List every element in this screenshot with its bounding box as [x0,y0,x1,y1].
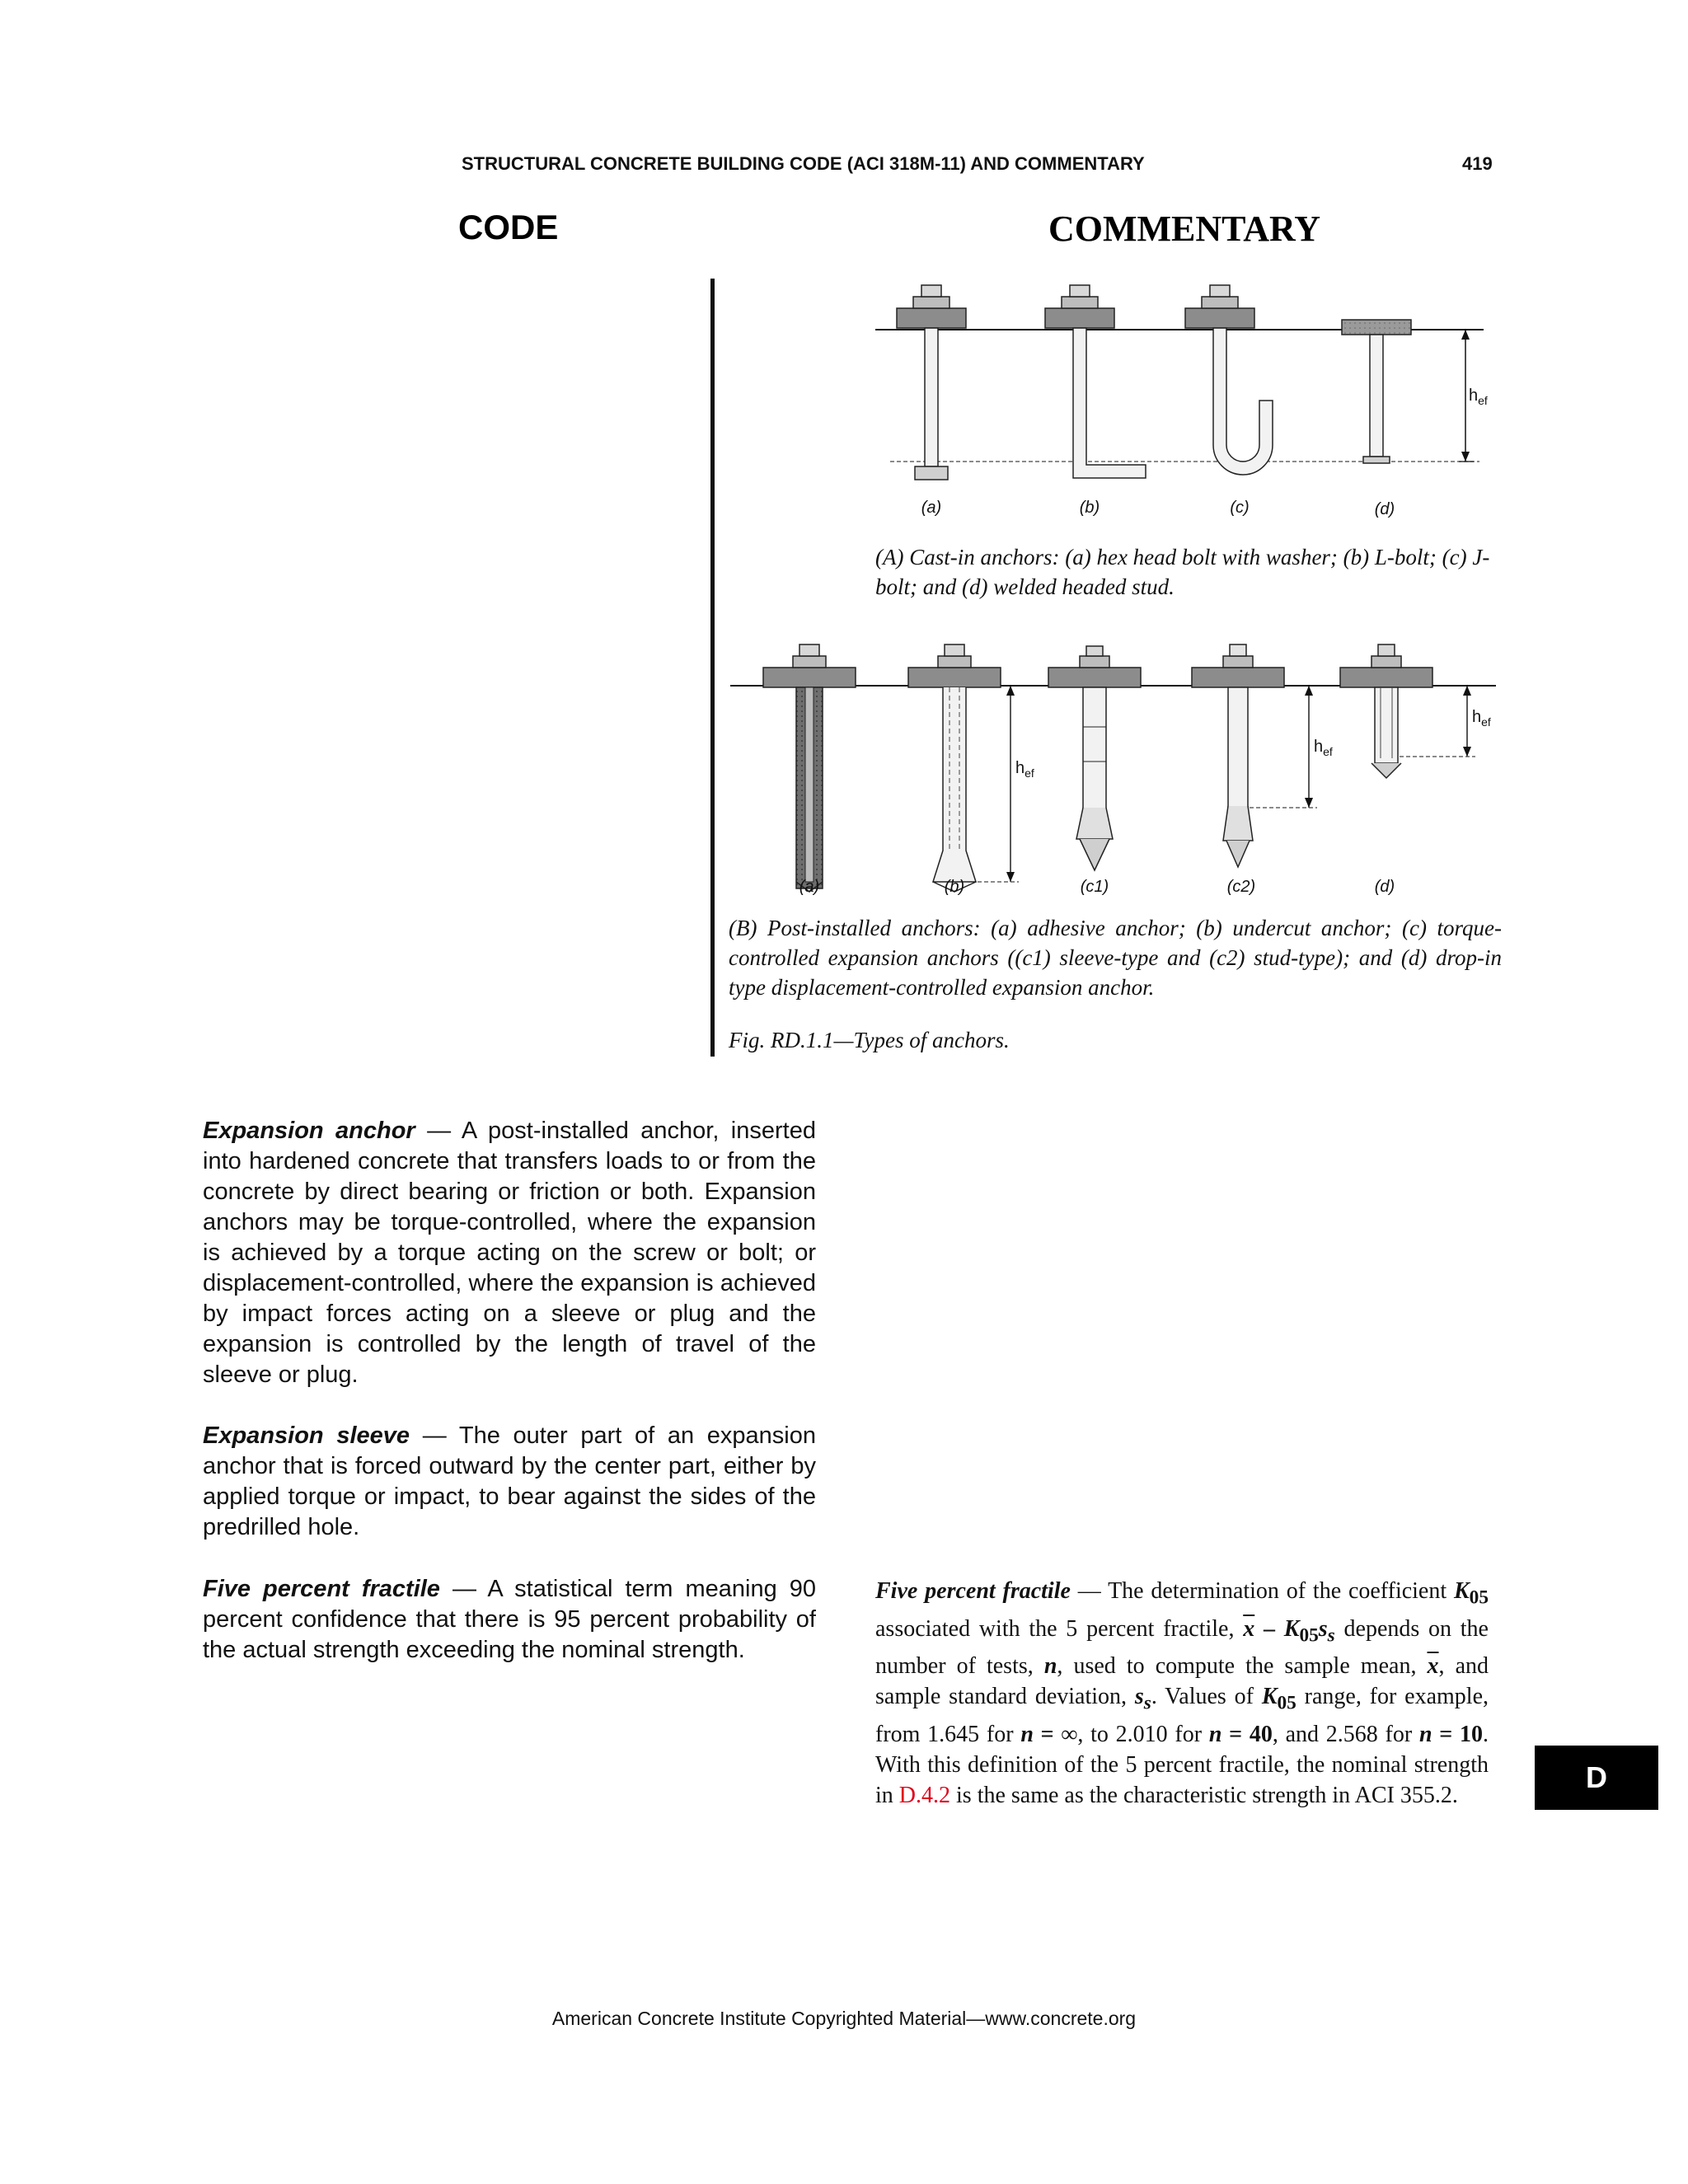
symbol-subscript: s [1327,1624,1335,1647]
anchor-label-c1: (c1) [1080,878,1109,896]
change-bar [710,279,715,1057]
code-column-heading: CODE [458,208,559,246]
figure-title: Fig. RD.1.1—Types of anchors. [729,1028,1010,1052]
svg-text:hef [1314,738,1333,758]
definition-text: — A post-installed anchor, inserted into hardened concrete that transfers loads to or from the concrete by direct bearing or friction or both. Expansion anchors may be torque-controlled, where the expansion is achieved by a torque acting on the screw or bolt; or displacement-controlled, where the expansion is achieved by impact forces acting on a sleeve or plug and the expansion is controlled by the length of travel of the sleeve or plug. [203,1118,816,1388]
hef-subscript: ef [1478,394,1488,407]
symbol-sample-mean: $\overline{x}$ [1427,1653,1439,1680]
hef-label: h [1472,708,1482,726]
commentary-text: , to 2.010 for [1077,1721,1209,1747]
svg-text:hef [1472,708,1491,729]
commentary-text: is the same as the characteristic strength in ACI 355.2. [950,1782,1458,1808]
hef-subscript: ef [1025,766,1034,780]
definition-text: — A statistical term meaning 90 percent confidence that there is 95 percent probability of the actual strength exceeding the nominal strength. [203,1576,816,1663]
welded-headed-stud [1342,320,1411,463]
hef-subscript: ef [1323,745,1333,758]
hef-subscript: ef [1481,715,1491,729]
hef-label: h [1469,387,1479,405]
symbol-k05: K [1453,1578,1470,1604]
chapter-tab-label: D [1586,1760,1607,1794]
symbol-value: = ∞ [1033,1721,1078,1747]
symbol-n: n [1020,1721,1034,1747]
symbol-subscript: s [1143,1692,1151,1714]
undercut-anchor [908,644,1001,892]
svg-text:hef [1469,387,1488,407]
definition-term: Expansion sleeve [203,1422,410,1449]
symbol-subscript: 05 [1299,1624,1319,1647]
caption-post-installed-anchors: (B) Post-installed anchors: (a) adhesive anchor; (b) undercut anchor; (c) torque-controlled expansion anchors ((c1) sleeve-type and (c2) stud-type); and (d) drop-in type displacement-controlled expansion anchor. [729,916,1502,1000]
figure-cast-in-anchors [874,272,1500,529]
stud-type-expansion-anchor [1192,644,1284,867]
anchor-label-a: (a) [921,499,942,517]
symbol-value: = 40 [1221,1721,1273,1747]
symbol-k05: K [1261,1684,1278,1710]
hef-label: h [1314,738,1324,756]
symbol-subscript: 05 [1277,1692,1296,1714]
commentary-text: range, for example, from 1.645 for [875,1684,1489,1747]
hef-label: h [1015,759,1025,777]
commentary-column-heading: COMMENTARY [1048,209,1321,249]
definition-expansion-sleeve [203,1421,816,1543]
commentary-term: Five percent fractile [875,1578,1071,1604]
hef-dimension-drop-in [1400,686,1491,757]
anchor-label-c: (c) [1230,499,1250,517]
anchor-label-d: (d) [1374,878,1395,896]
running-header: STRUCTURAL CONCRETE BUILDING CODE (ACI 318M-11) AND COMMENTARY [462,153,1145,174]
commentary-text: , and 2.568 for [1272,1721,1419,1747]
sleeve-type-expansion-anchor [1048,646,1141,870]
page-number: 419 [1462,153,1493,174]
commentary-five-percent-fractile [875,1576,1489,1811]
commentary-text: associated with the 5 percent fractile, [875,1615,1244,1642]
anchor-label-a: (a) [799,878,820,896]
hef-dimension-stud [1250,686,1333,808]
definition-expansion-anchor [203,1116,816,1390]
definition-term: Five percent fractile [203,1576,440,1602]
symbol-value: = 10 [1432,1721,1483,1747]
symbol-n: n [1043,1653,1057,1680]
hef-dimension [1459,330,1488,462]
adhesive-anchor [763,644,856,892]
hef-dimension-undercut [978,686,1034,882]
l-bolt [1045,285,1146,478]
definition-five-percent-fractile [203,1574,816,1666]
drop-in-expansion-anchor [1340,644,1432,778]
hex-head-bolt [897,285,966,480]
commentary-text: , and sample standard deviation, [875,1653,1489,1710]
anchor-label-d: (d) [1374,500,1395,518]
svg-text:hef [1015,759,1034,780]
symbol-k05: K [1283,1615,1300,1642]
figure-post-installed-anchors [725,635,1500,895]
symbol-n: n [1208,1721,1222,1747]
post-installed-labels [725,870,1500,903]
anchor-label-c2: (c2) [1226,878,1256,896]
symbol-minus: – [1254,1615,1284,1642]
commentary-text: — The determination of the coefficient [1070,1578,1454,1604]
anchor-label-b: (b) [944,878,965,896]
symbol-n: n [1418,1721,1432,1747]
symbol-subscript: 05 [1469,1586,1489,1609]
definition-text: — The outer part of an expansion anchor that is forced outward by the center part, either by applied torque or impact, to bear against the sides of the predrilled hole. [203,1422,816,1540]
page-footer: American Concrete Institute Copyrighted Material—www.concrete.org [551,2008,1137,2029]
symbol-sample-mean: $\overline{x}$ [1243,1615,1255,1642]
commentary-text: . Values of [1151,1684,1262,1710]
definition-term: Expansion anchor [203,1118,415,1144]
commentary-text: . With this definition of the 5 percent fractile, the nominal strength in [875,1721,1489,1808]
commentary-text: depends on the number of tests, [875,1615,1489,1680]
commentary-text: , used to compute the sample mean, [1057,1653,1428,1680]
section-reference-link[interactable]: D.4.2 [898,1782,951,1808]
symbol-std-dev: s [1134,1684,1144,1710]
caption-cast-in-anchors: (A) Cast-in anchors: (a) hex head bolt with washer; (b) L-bolt; (c) J-bolt; and (d) welded headed stud. [875,545,1490,599]
symbol-std-dev: s [1318,1615,1328,1642]
anchor-label-b: (b) [1079,499,1100,517]
j-bolt [1185,285,1273,475]
